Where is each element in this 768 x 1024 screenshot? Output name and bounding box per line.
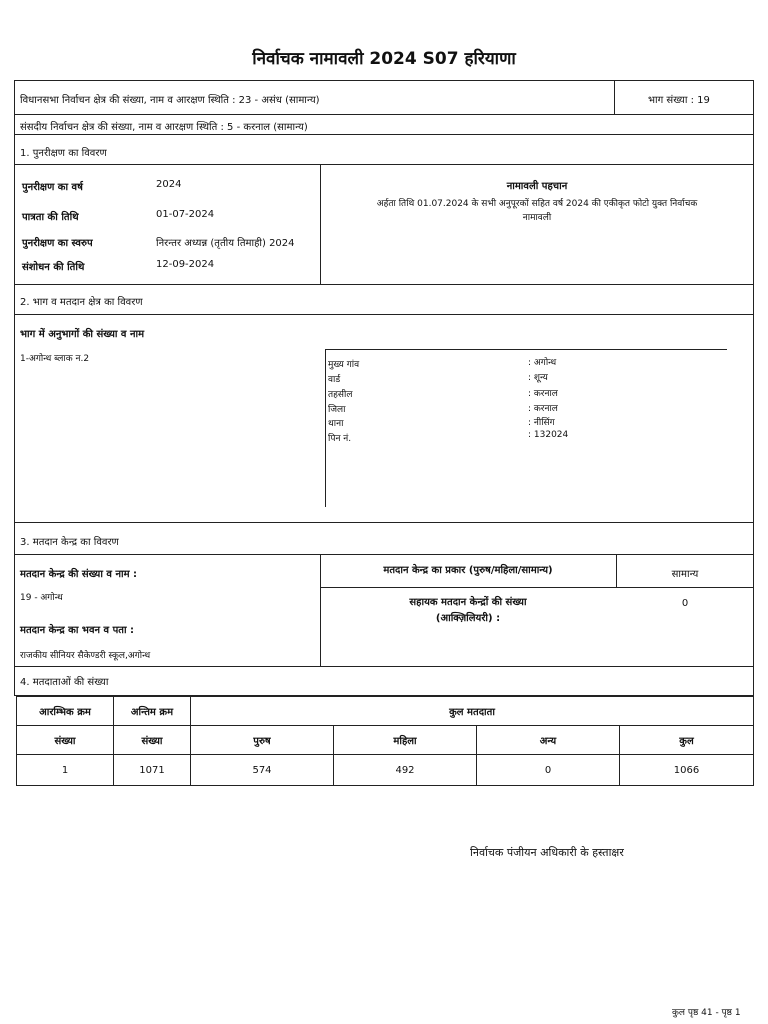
station-label: मतदान केन्द्र की संख्या व नाम : (20, 569, 138, 580)
section3-heading: 3. मतदान केन्द्र का विवरण (20, 537, 119, 548)
station-value: 19 - अगोन्ध (20, 593, 63, 603)
police-station-label: थाना (328, 419, 344, 429)
end-serial-value: 1071 (114, 755, 191, 786)
station-type-value: सामान्य (671, 569, 699, 580)
start-serial-value: 1 (17, 755, 114, 786)
part-number: भाग संख्या : 19 (648, 95, 710, 106)
signature-label: निर्वाचक पंजीयन अधिकारी के हस्ताक्षर (470, 846, 624, 859)
female-header: महिला (334, 726, 477, 755)
male-header: पुरुष (191, 726, 334, 755)
sections-subheading: भाग में अनुभागों की संख्या व नाम (20, 329, 145, 340)
ward-value: : शून्य (528, 373, 548, 383)
total-header: कुल (620, 726, 754, 755)
start-serial-header: आरम्भिक क्रम (17, 697, 114, 726)
total-voters-header: कुल मतदाता (191, 697, 754, 726)
building-label: मतदान केन्द्र का भवन व पता : (20, 625, 135, 636)
revision-year-value: 2024 (156, 179, 182, 190)
revision-year-label: पुनरीक्षण का वर्ष (22, 182, 83, 193)
building-value: राजकीय सीनियर सैकेण्डरी स्कूल,अगोन्ध (20, 651, 151, 661)
aux-stations-label-line2: (आक्ज़िलियरी) : (435, 613, 501, 624)
voters-table (16, 696, 754, 786)
revision-type-label: पुनरीक्षण का स्वरुप (22, 238, 93, 249)
tehsil-value: : करनाल (528, 389, 558, 399)
pin-value: : 132024 (528, 430, 569, 440)
revision-type-value: निरन्तर अध्यन्न (तृतीय तिमाही) 2024 (156, 238, 295, 249)
end-serial-header: अन्तिम क्रम (114, 697, 191, 726)
other-header: अन्य (477, 726, 620, 755)
aux-stations-label-line1: सहायक मतदान केन्द्रों की संख्या (409, 597, 527, 608)
district-value: : करनाल (528, 404, 558, 414)
pin-label: पिन नं. (328, 434, 352, 444)
total-value: 1066 (620, 755, 754, 786)
end-serial-header-2: संख्या (114, 726, 191, 755)
amendment-date-value: 12-09-2024 (156, 259, 215, 270)
start-serial-header-2: संख्या (17, 726, 114, 755)
other-value: 0 (477, 755, 620, 786)
station-type-label: मतदान केन्द्र का प्रकार (पुरुष/महिला/सामान्य) (383, 565, 553, 576)
ward-label: वार्ड (328, 375, 341, 385)
section2-heading: 2. भाग व मतदान क्षेत्र का विवरण (20, 297, 143, 308)
assembly-info: विधानसभा निर्वाचन क्षेत्र की संख्या, नाम व आरक्षण स्थिति : 23 - असंध (सामान्य) (20, 95, 320, 106)
parliament-info: संसदीय निर्वाचन क्षेत्र की संख्या, नाम व आरक्षण स्थिति : 5 - करनाल (सामान्य) (20, 122, 308, 133)
eligibility-date-label: पात्रता की तिथि (22, 212, 79, 223)
police-station-value: : नीसिंग (528, 418, 555, 428)
village-label: मुख्य गांव (328, 360, 360, 370)
section4-heading: 4. मतदाताओं की संख्या (20, 677, 109, 688)
section1-heading: 1. पुनरीक्षण का विवरण (20, 148, 107, 159)
roll-id-heading: नामावली पहचान (506, 181, 568, 192)
page-title: निर्वाचक नामावली 2024 S07 हरियाणा (252, 49, 516, 69)
male-value: 574 (191, 755, 334, 786)
page-footer: कुल पृष्ठ 41 - पृष्ठ 1 (672, 1008, 741, 1018)
roll-id-text-line1: अर्हता तिथि 01.07.2024 के सभी अनुपूरकों सहित वर्ष 2024 की एकीकृत फोटो युक्त निर्वाचक (376, 199, 698, 209)
section-name: 1-अगोन्ध ब्लाक न.2 (20, 354, 90, 364)
village-value: : अगोन्ध (528, 358, 557, 368)
roll-id-text-line2: नामावली (522, 213, 552, 223)
aux-stations-value: 0 (681, 598, 689, 609)
eligibility-date-value: 01-07-2024 (156, 209, 215, 220)
district-label: जिला (328, 405, 346, 415)
female-value: 492 (334, 755, 477, 786)
amendment-date-label: संशोधन की तिथि (22, 262, 85, 273)
tehsil-label: तहसील (328, 390, 353, 400)
